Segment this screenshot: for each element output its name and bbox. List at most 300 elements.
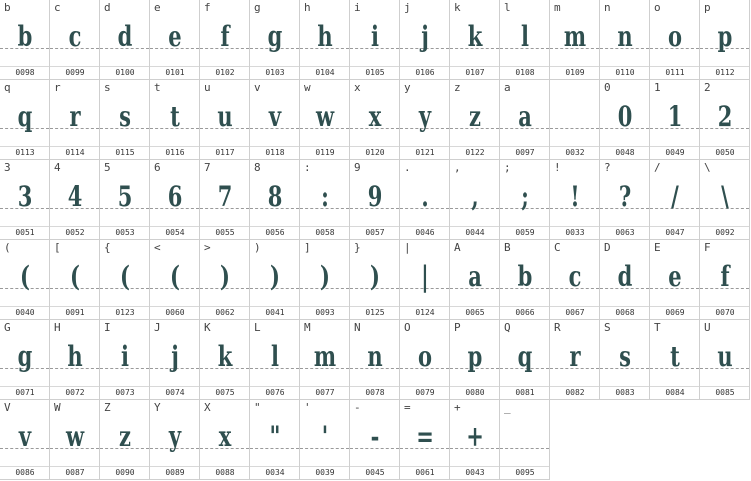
char-code: 0110 bbox=[615, 68, 635, 77]
character-label: K bbox=[204, 321, 211, 334]
char-code: 0098 bbox=[15, 68, 35, 77]
glyph-preview: 1 bbox=[667, 100, 683, 133]
cell-divider bbox=[150, 306, 199, 307]
glyph-cell[interactable] bbox=[0, 320, 50, 400]
character-label: j bbox=[404, 1, 411, 14]
char-code: 0106 bbox=[415, 68, 435, 77]
glyph-cell[interactable] bbox=[550, 240, 600, 320]
char-code: 0075 bbox=[215, 388, 235, 397]
glyph-cell[interactable] bbox=[500, 400, 550, 480]
glyph-cell[interactable] bbox=[250, 240, 300, 320]
character-label: } bbox=[354, 241, 361, 254]
char-code: 0069 bbox=[665, 308, 685, 317]
character-label: e bbox=[154, 1, 161, 14]
char-code: 0052 bbox=[65, 228, 85, 237]
char-code: 0062 bbox=[215, 308, 235, 317]
cell-divider bbox=[200, 66, 249, 67]
glyph-preview: 7 bbox=[217, 180, 233, 213]
character-label: h bbox=[304, 1, 311, 14]
glyph-preview bbox=[556, 92, 594, 142]
cell-divider bbox=[300, 66, 349, 67]
char-code: 0093 bbox=[315, 308, 335, 317]
character-label: L bbox=[254, 321, 261, 334]
character-label: v bbox=[254, 81, 261, 94]
glyph-cell[interactable] bbox=[0, 400, 50, 480]
glyph-preview: + bbox=[466, 420, 484, 453]
char-code: 0089 bbox=[165, 468, 185, 477]
glyph-cell[interactable] bbox=[700, 160, 750, 240]
glyph-cell[interactable] bbox=[400, 80, 450, 160]
cell-divider bbox=[500, 306, 549, 307]
char-code: 0114 bbox=[65, 148, 85, 157]
glyph-cell[interactable] bbox=[400, 320, 450, 400]
glyph-cell[interactable] bbox=[100, 160, 150, 240]
glyph-cell[interactable] bbox=[150, 160, 200, 240]
glyph-cell[interactable] bbox=[350, 400, 400, 480]
char-code: 0054 bbox=[165, 228, 185, 237]
glyph-preview: i bbox=[371, 20, 379, 53]
glyph-cell[interactable] bbox=[300, 0, 350, 80]
character-label: , bbox=[454, 161, 461, 174]
glyph-cell[interactable] bbox=[0, 160, 50, 240]
glyph-preview: r bbox=[569, 340, 581, 373]
char-code: 0119 bbox=[315, 148, 335, 157]
cell-divider bbox=[350, 306, 399, 307]
glyph-cell[interactable] bbox=[450, 80, 500, 160]
glyph-preview: g bbox=[17, 340, 33, 373]
character-label: y bbox=[404, 81, 411, 94]
glyph-cell[interactable] bbox=[200, 160, 250, 240]
glyph-cell[interactable] bbox=[250, 320, 300, 400]
cell-divider bbox=[650, 146, 699, 147]
glyph-preview: b bbox=[517, 260, 533, 293]
character-label: ! bbox=[554, 161, 561, 174]
character-label: d bbox=[104, 1, 111, 14]
glyph-preview: . bbox=[421, 180, 429, 213]
char-code: 0091 bbox=[65, 308, 85, 317]
glyph-cell[interactable] bbox=[150, 80, 200, 160]
glyph-cell[interactable] bbox=[100, 0, 150, 80]
glyph-cell[interactable] bbox=[450, 320, 500, 400]
char-code: 0072 bbox=[65, 388, 85, 397]
character-label: c bbox=[54, 1, 61, 14]
character-label: t bbox=[154, 81, 161, 94]
glyph-cell[interactable] bbox=[350, 80, 400, 160]
glyph-preview: b bbox=[17, 20, 33, 53]
glyph-cell[interactable] bbox=[250, 400, 300, 480]
char-code: 0090 bbox=[115, 468, 135, 477]
glyph-preview: - bbox=[370, 420, 380, 453]
char-code: 0122 bbox=[465, 148, 485, 157]
glyph-cell[interactable] bbox=[100, 240, 150, 320]
cell-divider bbox=[250, 146, 299, 147]
character-label: 2 bbox=[704, 81, 711, 94]
glyph-preview: n bbox=[367, 340, 383, 373]
glyph-cell[interactable] bbox=[600, 80, 650, 160]
glyph-preview: 6 bbox=[167, 180, 183, 213]
glyph-preview bbox=[506, 412, 544, 462]
character-label: H bbox=[54, 321, 61, 334]
char-code: 0108 bbox=[515, 68, 535, 77]
glyph-preview: ) bbox=[320, 260, 330, 293]
char-code: 0100 bbox=[115, 68, 135, 77]
char-code: 0118 bbox=[265, 148, 285, 157]
glyph-preview: x bbox=[218, 420, 232, 453]
glyph-cell[interactable] bbox=[350, 320, 400, 400]
char-code: 0079 bbox=[415, 388, 435, 397]
glyph-cell[interactable] bbox=[0, 240, 50, 320]
glyph-cell[interactable] bbox=[600, 0, 650, 80]
glyph-cell[interactable] bbox=[300, 400, 350, 480]
glyph-preview: j bbox=[421, 20, 429, 53]
char-code: 0076 bbox=[265, 388, 285, 397]
glyph-cell[interactable] bbox=[450, 160, 500, 240]
glyph-cell[interactable] bbox=[600, 160, 650, 240]
glyph-cell[interactable] bbox=[500, 240, 550, 320]
char-code: 0074 bbox=[165, 388, 185, 397]
glyph-cell[interactable] bbox=[700, 0, 750, 80]
cell-divider bbox=[700, 226, 749, 227]
char-code: 0058 bbox=[315, 228, 335, 237]
glyph-preview: i bbox=[121, 340, 129, 373]
char-code: 0066 bbox=[515, 308, 535, 317]
glyph-preview: \ bbox=[721, 180, 729, 213]
cell-divider bbox=[500, 466, 549, 467]
glyph-cell[interactable] bbox=[200, 0, 250, 80]
char-code: 0043 bbox=[465, 468, 485, 477]
glyph-preview: | bbox=[421, 260, 429, 293]
glyph-cell[interactable] bbox=[150, 0, 200, 80]
glyph-preview: v bbox=[268, 100, 282, 133]
glyph-preview: f bbox=[720, 260, 730, 293]
cell-divider bbox=[250, 306, 299, 307]
character-label: ' bbox=[304, 401, 311, 414]
glyph-cell[interactable] bbox=[50, 160, 100, 240]
cell-divider bbox=[400, 306, 449, 307]
character-label: 9 bbox=[354, 161, 361, 174]
cell-divider bbox=[50, 466, 99, 467]
cell-divider bbox=[0, 146, 49, 147]
character-label: i bbox=[354, 1, 361, 14]
character-label: 5 bbox=[104, 161, 111, 174]
cell-divider bbox=[650, 306, 699, 307]
glyph-preview: 4 bbox=[67, 180, 83, 213]
glyph-cell[interactable] bbox=[200, 320, 250, 400]
cell-divider bbox=[650, 386, 699, 387]
glyph-cell[interactable] bbox=[700, 80, 750, 160]
glyph-preview: 8 bbox=[267, 180, 283, 213]
char-code: 0050 bbox=[715, 148, 735, 157]
glyph-preview: r bbox=[69, 100, 81, 133]
cell-divider bbox=[200, 386, 249, 387]
glyph-cell[interactable] bbox=[600, 240, 650, 320]
cell-divider bbox=[400, 386, 449, 387]
cell-divider bbox=[300, 306, 349, 307]
glyph-preview: t bbox=[170, 100, 180, 133]
glyph-cell[interactable] bbox=[400, 0, 450, 80]
character-label: | bbox=[404, 241, 411, 254]
char-code: 0116 bbox=[165, 148, 185, 157]
glyph-cell[interactable] bbox=[500, 0, 550, 80]
glyph-cell[interactable] bbox=[150, 320, 200, 400]
character-label: - bbox=[354, 401, 361, 414]
glyph-cell[interactable] bbox=[200, 240, 250, 320]
char-code: 0040 bbox=[15, 308, 35, 317]
cell-divider bbox=[0, 226, 49, 227]
glyph-cell[interactable] bbox=[350, 160, 400, 240]
character-label: Z bbox=[104, 401, 111, 414]
char-code: 0033 bbox=[565, 228, 585, 237]
char-code: 0117 bbox=[215, 148, 235, 157]
char-code: 0115 bbox=[115, 148, 135, 157]
glyph-cell[interactable] bbox=[350, 240, 400, 320]
glyph-cell[interactable] bbox=[650, 80, 700, 160]
char-code: 0065 bbox=[465, 308, 485, 317]
char-code: 0044 bbox=[465, 228, 485, 237]
glyph-preview: a bbox=[518, 100, 532, 133]
glyph-cell[interactable] bbox=[50, 0, 100, 80]
char-code: 0059 bbox=[515, 228, 535, 237]
glyph-preview: ) bbox=[220, 260, 230, 293]
glyph-cell[interactable] bbox=[100, 80, 150, 160]
char-code: 0103 bbox=[265, 68, 285, 77]
char-code: 0083 bbox=[615, 388, 635, 397]
glyph-cell[interactable] bbox=[700, 320, 750, 400]
character-label: f bbox=[204, 1, 211, 14]
character-label: q bbox=[4, 81, 11, 94]
glyph-cell[interactable] bbox=[450, 240, 500, 320]
character-label: b bbox=[4, 1, 11, 14]
char-code: 0095 bbox=[515, 468, 535, 477]
glyph-cell[interactable] bbox=[350, 0, 400, 80]
cell-divider bbox=[50, 386, 99, 387]
cell-divider bbox=[350, 66, 399, 67]
glyph-cell[interactable] bbox=[550, 80, 600, 160]
glyph-cell[interactable] bbox=[300, 240, 350, 320]
character-label: u bbox=[204, 81, 211, 94]
character-label: { bbox=[104, 241, 111, 254]
cell-divider bbox=[250, 386, 299, 387]
character-label: k bbox=[454, 1, 461, 14]
glyph-cell[interactable] bbox=[50, 240, 100, 320]
character-label: U bbox=[704, 321, 711, 334]
character-label: s bbox=[104, 81, 111, 94]
character-label: N bbox=[354, 321, 361, 334]
glyph-cell[interactable] bbox=[300, 320, 350, 400]
glyph-cell[interactable] bbox=[550, 160, 600, 240]
glyph-cell[interactable] bbox=[100, 400, 150, 480]
char-code: 0032 bbox=[565, 148, 585, 157]
char-code: 0113 bbox=[15, 148, 35, 157]
cell-divider bbox=[350, 386, 399, 387]
glyph-cell[interactable] bbox=[500, 320, 550, 400]
glyph-preview: x bbox=[368, 100, 382, 133]
character-label: 3 bbox=[4, 161, 11, 174]
char-code: 0053 bbox=[115, 228, 135, 237]
glyph-preview: p bbox=[717, 20, 733, 53]
glyph-preview: ) bbox=[270, 260, 280, 293]
glyph-cell[interactable] bbox=[50, 320, 100, 400]
cell-divider bbox=[0, 306, 49, 307]
glyph-preview: c bbox=[68, 20, 82, 53]
glyph-cell[interactable] bbox=[150, 400, 200, 480]
char-code: 0084 bbox=[665, 388, 685, 397]
glyph-cell[interactable] bbox=[550, 320, 600, 400]
char-code: 0057 bbox=[365, 228, 385, 237]
cell-divider bbox=[600, 66, 649, 67]
cell-divider bbox=[450, 146, 499, 147]
glyph-cell[interactable] bbox=[250, 0, 300, 80]
cell-divider bbox=[550, 66, 599, 67]
glyph-cell[interactable] bbox=[50, 400, 100, 480]
character-label: + bbox=[454, 401, 461, 414]
character-label: m bbox=[554, 1, 561, 14]
glyph-preview: s bbox=[119, 100, 131, 133]
character-label: n bbox=[604, 1, 611, 14]
character-label: 1 bbox=[654, 81, 661, 94]
character-label: w bbox=[304, 81, 311, 94]
glyph-preview: = bbox=[416, 420, 434, 453]
cell-divider bbox=[300, 386, 349, 387]
character-label: O bbox=[404, 321, 411, 334]
glyph-cell[interactable] bbox=[650, 240, 700, 320]
character-label: g bbox=[254, 1, 261, 14]
glyph-cell[interactable] bbox=[450, 400, 500, 480]
cell-divider bbox=[550, 306, 599, 307]
glyph-preview: o bbox=[417, 340, 433, 373]
glyph-cell[interactable] bbox=[300, 160, 350, 240]
character-label: ) bbox=[254, 241, 261, 254]
cell-divider bbox=[450, 466, 499, 467]
glyph-cell[interactable] bbox=[50, 80, 100, 160]
glyph-cell[interactable] bbox=[200, 400, 250, 480]
character-label: T bbox=[654, 321, 661, 334]
glyph-preview: m bbox=[563, 20, 587, 53]
glyph-preview: w bbox=[315, 100, 335, 133]
glyph-cell[interactable] bbox=[100, 320, 150, 400]
char-code: 0077 bbox=[315, 388, 335, 397]
character-label: = bbox=[404, 401, 411, 414]
char-code: 0125 bbox=[365, 308, 385, 317]
char-code: 0049 bbox=[665, 148, 685, 157]
glyph-cell[interactable] bbox=[250, 80, 300, 160]
glyph-cell[interactable] bbox=[400, 160, 450, 240]
glyph-cell[interactable] bbox=[450, 0, 500, 80]
cell-divider bbox=[250, 466, 299, 467]
glyph-cell[interactable] bbox=[0, 0, 50, 80]
character-label: J bbox=[154, 321, 161, 334]
cell-divider bbox=[150, 66, 199, 67]
character-label: : bbox=[304, 161, 311, 174]
character-label: I bbox=[104, 321, 111, 334]
glyph-cell[interactable] bbox=[600, 320, 650, 400]
char-code: 0068 bbox=[615, 308, 635, 317]
glyph-preview: k bbox=[467, 20, 483, 53]
glyph-cell[interactable] bbox=[150, 240, 200, 320]
glyph-preview: q bbox=[17, 100, 33, 133]
char-code: 0080 bbox=[465, 388, 485, 397]
character-label: M bbox=[304, 321, 311, 334]
glyph-cell[interactable] bbox=[250, 160, 300, 240]
cell-divider bbox=[700, 306, 749, 307]
glyph-preview: v bbox=[18, 420, 32, 453]
char-code: 0101 bbox=[165, 68, 185, 77]
character-label: r bbox=[54, 81, 61, 94]
glyph-cell[interactable] bbox=[700, 240, 750, 320]
char-code: 0099 bbox=[65, 68, 85, 77]
cell-divider bbox=[300, 146, 349, 147]
character-label: R bbox=[554, 321, 561, 334]
glyph-preview: s bbox=[619, 340, 631, 373]
glyph-cell[interactable] bbox=[650, 320, 700, 400]
glyph-preview: ( bbox=[20, 260, 30, 293]
glyph-cell[interactable] bbox=[400, 400, 450, 480]
character-label: Y bbox=[154, 401, 161, 414]
glyph-cell[interactable] bbox=[650, 0, 700, 80]
character-label: 6 bbox=[154, 161, 161, 174]
character-label: p bbox=[704, 1, 711, 14]
character-label: P bbox=[454, 321, 461, 334]
cell-divider bbox=[700, 386, 749, 387]
char-code: 0085 bbox=[715, 388, 735, 397]
cell-divider bbox=[50, 146, 99, 147]
glyph-preview: 0 bbox=[617, 100, 633, 133]
glyph-cell[interactable] bbox=[650, 160, 700, 240]
cell-divider bbox=[100, 466, 149, 467]
glyph-preview: o bbox=[667, 20, 683, 53]
glyph-preview: f bbox=[220, 20, 230, 53]
char-code: 0107 bbox=[465, 68, 485, 77]
glyph-preview: h bbox=[67, 340, 83, 373]
glyph-cell[interactable] bbox=[550, 0, 600, 80]
cell-divider bbox=[100, 66, 149, 67]
glyph-preview: l bbox=[521, 20, 529, 53]
cell-divider bbox=[400, 146, 449, 147]
char-code: 0070 bbox=[715, 308, 735, 317]
glyph-cell[interactable] bbox=[500, 160, 550, 240]
glyph-preview: q bbox=[517, 340, 533, 373]
character-label: D bbox=[604, 241, 611, 254]
cell-divider bbox=[600, 226, 649, 227]
cell-divider bbox=[100, 226, 149, 227]
glyph-cell[interactable] bbox=[200, 80, 250, 160]
character-label: . bbox=[404, 161, 411, 174]
glyph-cell[interactable] bbox=[400, 240, 450, 320]
character-label: W bbox=[54, 401, 61, 414]
cell-divider bbox=[350, 146, 399, 147]
cell-divider bbox=[0, 66, 49, 67]
glyph-cell[interactable] bbox=[500, 80, 550, 160]
cell-divider bbox=[450, 386, 499, 387]
cell-divider bbox=[500, 226, 549, 227]
character-label: V bbox=[4, 401, 11, 414]
glyph-preview: z bbox=[469, 100, 481, 133]
glyph-preview: ) bbox=[370, 260, 380, 293]
cell-divider bbox=[100, 306, 149, 307]
glyph-cell[interactable] bbox=[300, 80, 350, 160]
cell-divider bbox=[200, 226, 249, 227]
cell-divider bbox=[550, 226, 599, 227]
glyph-preview: " bbox=[269, 420, 281, 453]
cell-divider bbox=[400, 466, 449, 467]
cell-divider bbox=[650, 226, 699, 227]
glyph-cell[interactable] bbox=[0, 80, 50, 160]
glyph-preview: 3 bbox=[17, 180, 33, 213]
char-code: 0081 bbox=[515, 388, 535, 397]
glyph-preview: u bbox=[717, 340, 733, 373]
cell-divider bbox=[350, 226, 399, 227]
character-label: 7 bbox=[204, 161, 211, 174]
